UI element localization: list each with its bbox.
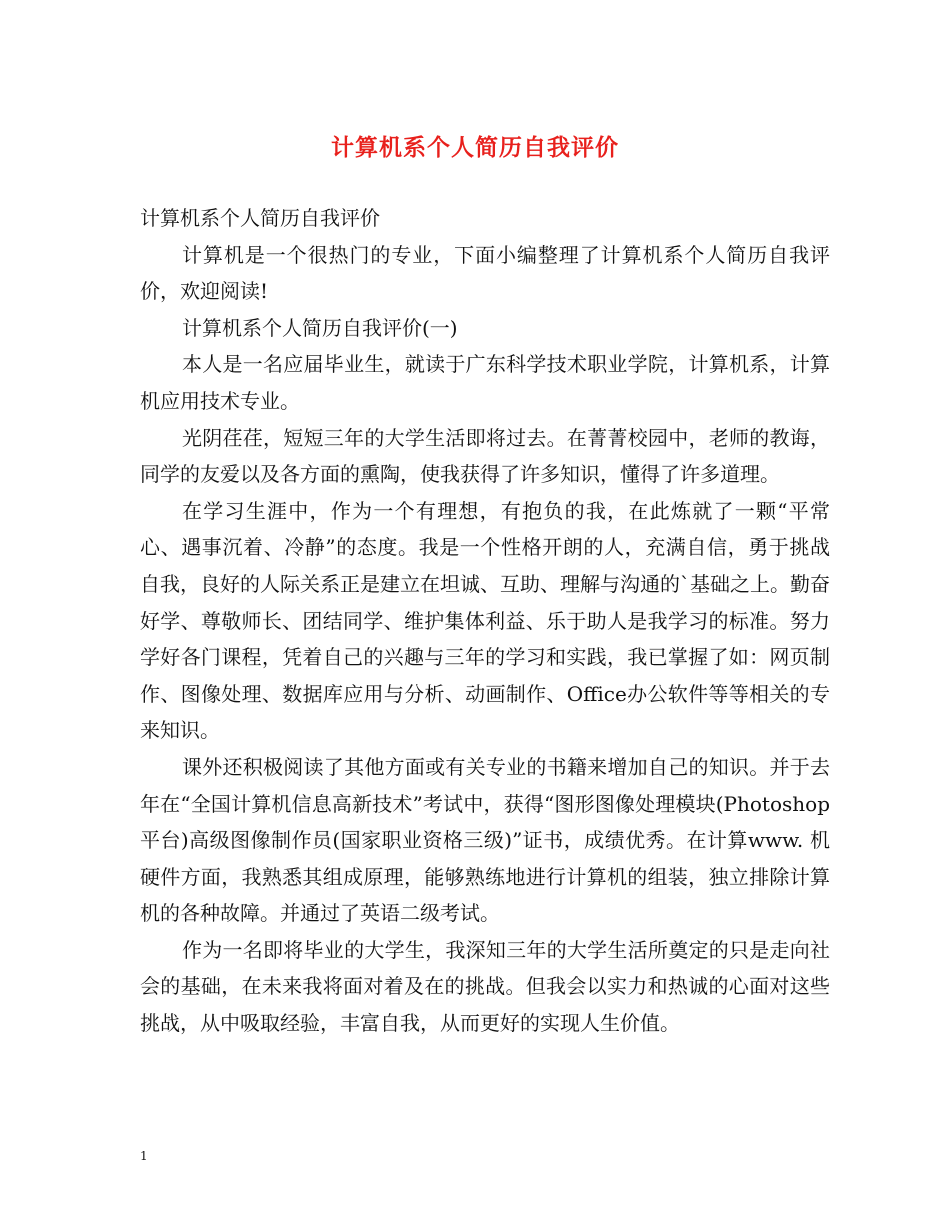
body-paragraph: 光阴荏荏，短短三年的大学生活即将过去。在菁菁校园中，老师的教诲，同学的友爱以及各方面的熏陶，使我获得了许多知识，懂得了许多道理。 bbox=[140, 425, 830, 487]
body-paragraph: 作为一名即将毕业的大学生，我深知三年的大学生活所奠定的只是走向社会的基础，在未来我将面对着及在的挑战。但我会以实力和热诚的心面对这些挑战，从中吸取经验，丰富自我，从而更好的实现人生价值。 bbox=[140, 937, 830, 1036]
body-paragraph: 在学习生涯中，作为一个有理想，有抱负的我，在此炼就了一颗“平常心、遇事沉着、冷静”的态度。我是一个性格开朗的人，充满自信，勇于挑战自我，良好的人际关系正是建立在坦诚、互助、理解与沟通的`基础之上。勤奋好学、尊敬师长、团结同学、维护集体利益、乐于助人是我学习的标准。努力学好各门课程，凭着自己的兴趣与三年的学习和实践，我已掌握了如：网页制作、图像处理、数据库应用与分析、动画制作、Office办公软件等等相关的专来知识。 bbox=[140, 498, 830, 743]
intro-paragraph: 计算机是一个很热门的专业，下面小编整理了计算机系个人简历自我评价，欢迎阅读! bbox=[140, 242, 830, 304]
document-body bbox=[140, 200, 830, 1042]
heading-paragraph: 计算机系个人简历自我评价 bbox=[140, 206, 380, 230]
page-number: 1 bbox=[140, 1149, 148, 1163]
body-paragraph: 本人是一名应届毕业生，就读于广东科学技术职业学院，计算机系，计算机应用技术专业。 bbox=[140, 352, 830, 413]
body-paragraph: 课外还积极阅读了其他方面或有关专业的书籍来增加自己的知识。并于去年在“全国计算机信息高新技术”考试中，获得“图形图像处理模块(Photoshop平台)高级图像制作员(国家职业资格三级)”证书，成绩优秀。在计算www. 机硬件方面，我熟悉其组成原理，能够熟练地进行计算机的组装，独立排除计算机的各种故障。并通过了英语二级考试。 bbox=[140, 754, 830, 926]
section-heading: 计算机系个人简历自我评价(一) bbox=[182, 315, 458, 340]
document-title: 计算机系个人简历自我评价 bbox=[331, 135, 619, 161]
